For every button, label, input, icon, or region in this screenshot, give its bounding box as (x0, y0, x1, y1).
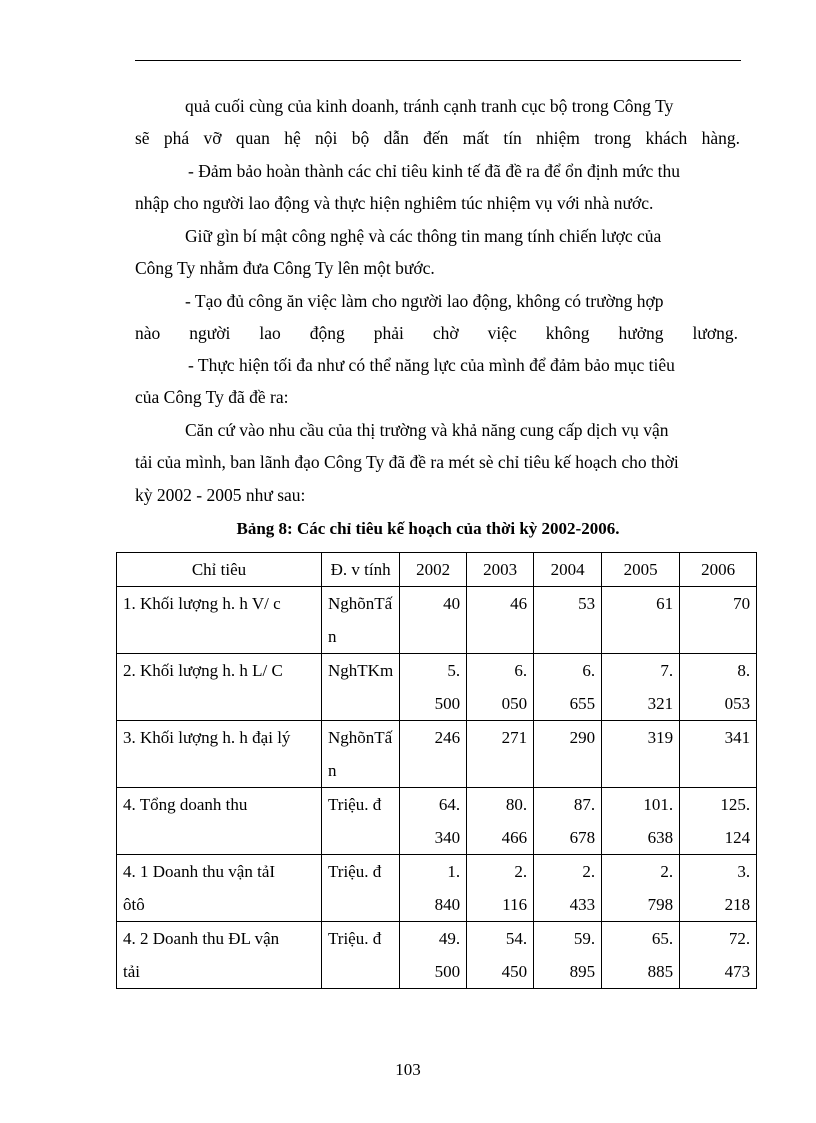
paragraph-line: tải của mình, ban lãnh đạo Công Ty đã đề ra mét sè chỉ tiêu kế hoạch cho thời (135, 452, 679, 472)
cell-line: 473 (724, 962, 751, 981)
cell-line: NghTKm (328, 661, 394, 680)
paragraph-line: sẽ phá vỡ quan hệ nội bộ dẫn đến mất tín nhiệm trong khách hàng. (135, 128, 740, 148)
cell-line: 61 (656, 594, 674, 613)
header-cell: 2004 (534, 553, 602, 587)
table-cell (467, 788, 534, 855)
table-cell (322, 654, 400, 721)
cell-line: 1. (447, 862, 461, 881)
cell-line (328, 687, 393, 720)
cell-line: 290 (569, 728, 596, 747)
cell-line: ôtô (123, 895, 145, 914)
table-cell (400, 922, 467, 989)
cell-line: 125. (720, 795, 751, 814)
cell-line: 6. (514, 661, 528, 680)
cell-line: 218 (724, 895, 751, 914)
table-header-row (117, 553, 757, 587)
table-cell (534, 855, 602, 922)
cell-line: 246 (434, 728, 461, 747)
table-row (117, 855, 757, 922)
paragraph-line: Căn cứ vào nhu cầu của thị trường và khả năng cung cấp dịch vụ vận (185, 420, 669, 440)
table-cell (602, 788, 680, 855)
table-cell (322, 788, 400, 855)
cell-line: 655 (569, 694, 596, 713)
cell-line: 64. (438, 795, 461, 814)
cell-line (540, 754, 595, 787)
cell-line: 40 (443, 594, 461, 613)
cell-line: 116 (502, 895, 528, 914)
paragraph-line: kỳ 2002 - 2005 như sau: (135, 485, 306, 505)
cell-line: NghõnTấ (328, 594, 393, 613)
cell-line (123, 687, 315, 720)
table-cell (117, 654, 322, 721)
table-cell (602, 587, 680, 654)
cell-line (540, 620, 595, 653)
paragraph-line: - Tạo đủ công ăn việc làm cho người lao động, không có trường hợp (185, 291, 664, 311)
cell-line: 124 (724, 828, 751, 847)
cell-line: 59. (573, 929, 596, 948)
paragraph-line: - Đảm bảo hoàn thành các chỉ tiêu kinh tế đã đề ra để ổn định mức thu (188, 161, 681, 181)
table-row (117, 922, 757, 989)
cell-line: Triệu. đ (328, 862, 382, 881)
table-cell (117, 721, 322, 788)
table-cell (534, 788, 602, 855)
cell-line: n (328, 627, 337, 646)
table-row (117, 654, 757, 721)
cell-line: 053 (724, 694, 751, 713)
cell-line (328, 955, 393, 988)
table-cell (602, 855, 680, 922)
cell-line (686, 620, 750, 653)
table-cell (534, 587, 602, 654)
table-cell (534, 654, 602, 721)
cell-line: 8. (737, 661, 751, 680)
cell-line: 500 (434, 962, 461, 981)
table-cell (602, 922, 680, 989)
table-cell (602, 654, 680, 721)
cell-line: 433 (569, 895, 596, 914)
cell-line: Triệu. đ (328, 929, 382, 948)
table-cell (322, 587, 400, 654)
cell-line: 840 (434, 895, 461, 914)
cell-line: 798 (647, 895, 674, 914)
table-cell (680, 654, 757, 721)
cell-line: 4. 1 Doanh thu vận tảI (123, 862, 276, 881)
cell-line: 72. (728, 929, 751, 948)
cell-line (473, 620, 527, 653)
table-cell (400, 788, 467, 855)
cell-line: 80. (505, 795, 528, 814)
cell-line: 5. (447, 661, 461, 680)
table-cell (322, 922, 400, 989)
cell-line: tải (123, 962, 140, 981)
paragraph-line: nào người lao động phải chờ việc không hưởng lương. (135, 323, 738, 343)
cell-line (123, 620, 315, 653)
table-cell (680, 922, 757, 989)
cell-line: Triệu. đ (328, 795, 382, 814)
cell-line: 6. (582, 661, 596, 680)
table-cell (400, 654, 467, 721)
table-cell (467, 587, 534, 654)
table-cell (680, 788, 757, 855)
paragraph-line: Giữ gìn bí mật công nghệ và các thông tin mang tính chiến lược của (185, 226, 662, 246)
cell-line: 271 (501, 728, 528, 747)
table-row (117, 587, 757, 654)
cell-line: 65. (651, 929, 674, 948)
plan-table (116, 552, 757, 989)
cell-line: 2. Khối lượng h. h L/ C (123, 661, 283, 680)
table-cell (117, 855, 322, 922)
cell-line: 46 (510, 594, 528, 613)
table-cell (400, 721, 467, 788)
table-cell (400, 855, 467, 922)
cell-line: 3. Khối lượng h. h đại lý (123, 728, 291, 747)
cell-line: 2. (660, 862, 674, 881)
cell-line: 49. (438, 929, 461, 948)
cell-line: 341 (724, 728, 751, 747)
table-cell (602, 721, 680, 788)
table-cell (400, 587, 467, 654)
page-number: 103 (395, 1060, 421, 1079)
table-cell (680, 855, 757, 922)
cell-line (328, 888, 393, 921)
cell-line (406, 754, 460, 787)
cell-line: 895 (569, 962, 596, 981)
cell-line: 54. (505, 929, 528, 948)
cell-line (328, 821, 393, 854)
table-row (117, 788, 757, 855)
cell-line: 1. Khối lượng h. h V/ c (123, 594, 281, 613)
cell-line: 4. Tổng doanh thu (123, 795, 248, 814)
cell-line: 4. 2 Doanh thu ĐL vận (123, 929, 280, 948)
cell-line (123, 754, 315, 787)
cell-line: 2. (514, 862, 528, 881)
cell-line: 70 (733, 594, 751, 613)
cell-line: 885 (647, 962, 674, 981)
header-cell: Đ. v tính (322, 553, 400, 587)
paragraph-line: - Thực hiện tối đa như có thể năng lực của mình để đảm bảo mục tiêu (188, 355, 675, 375)
cell-line: 500 (434, 694, 461, 713)
table-cell (467, 855, 534, 922)
table-cell (467, 654, 534, 721)
table-cell (467, 721, 534, 788)
cell-line (406, 620, 460, 653)
table-row (117, 721, 757, 788)
table-cell (117, 922, 322, 989)
paragraph-line: nhập cho người lao động và thực hiện nghiêm túc nhiệm vụ với nhà nước. (135, 193, 654, 213)
cell-line: n (328, 761, 337, 780)
table-cell (117, 788, 322, 855)
cell-line (686, 754, 750, 787)
cell-line: 340 (434, 828, 461, 847)
header-cell: 2003 (467, 553, 534, 587)
cell-line: 050 (501, 694, 528, 713)
cell-line (123, 821, 315, 854)
cell-line (608, 620, 673, 653)
cell-line: 7. (660, 661, 674, 680)
paragraph-line: quả cuối cùng của kinh doanh, tránh cạnh tranh cục bộ trong Công Ty (185, 96, 674, 116)
header-rule (135, 60, 741, 61)
cell-line: 319 (647, 728, 674, 747)
cell-line (608, 754, 673, 787)
cell-line: NghõnTấ (328, 728, 393, 747)
cell-line: 466 (501, 828, 528, 847)
header-cell: 2006 (680, 553, 757, 587)
cell-line: 101. (643, 795, 674, 814)
header-cell: Chỉ tiêu (117, 553, 322, 587)
table-cell (322, 855, 400, 922)
cell-line (473, 754, 527, 787)
cell-line: 450 (501, 962, 528, 981)
cell-line: 87. (573, 795, 596, 814)
table-cell (680, 721, 757, 788)
table-cell (680, 587, 757, 654)
cell-line: 321 (647, 694, 674, 713)
header-cell: 2005 (602, 553, 680, 587)
cell-line: 53 (578, 594, 596, 613)
table-cell (467, 922, 534, 989)
cell-line: 2. (582, 862, 596, 881)
cell-line: 678 (569, 828, 596, 847)
table-cell (322, 721, 400, 788)
table-cell (117, 587, 322, 654)
paragraph-line: của Công Ty đã đề ra: (135, 387, 289, 407)
table-cell (534, 721, 602, 788)
header-cell: 2002 (400, 553, 467, 587)
table-caption: Bảng 8: Các chỉ tiêu kế hoạch của thời kỳ 2002-2006. (236, 519, 620, 538)
table-cell (534, 922, 602, 989)
cell-line: 638 (647, 828, 674, 847)
paragraph-line: Công Ty nhằm đưa Công Ty lên một bước. (135, 258, 435, 278)
cell-line: 3. (737, 862, 751, 881)
